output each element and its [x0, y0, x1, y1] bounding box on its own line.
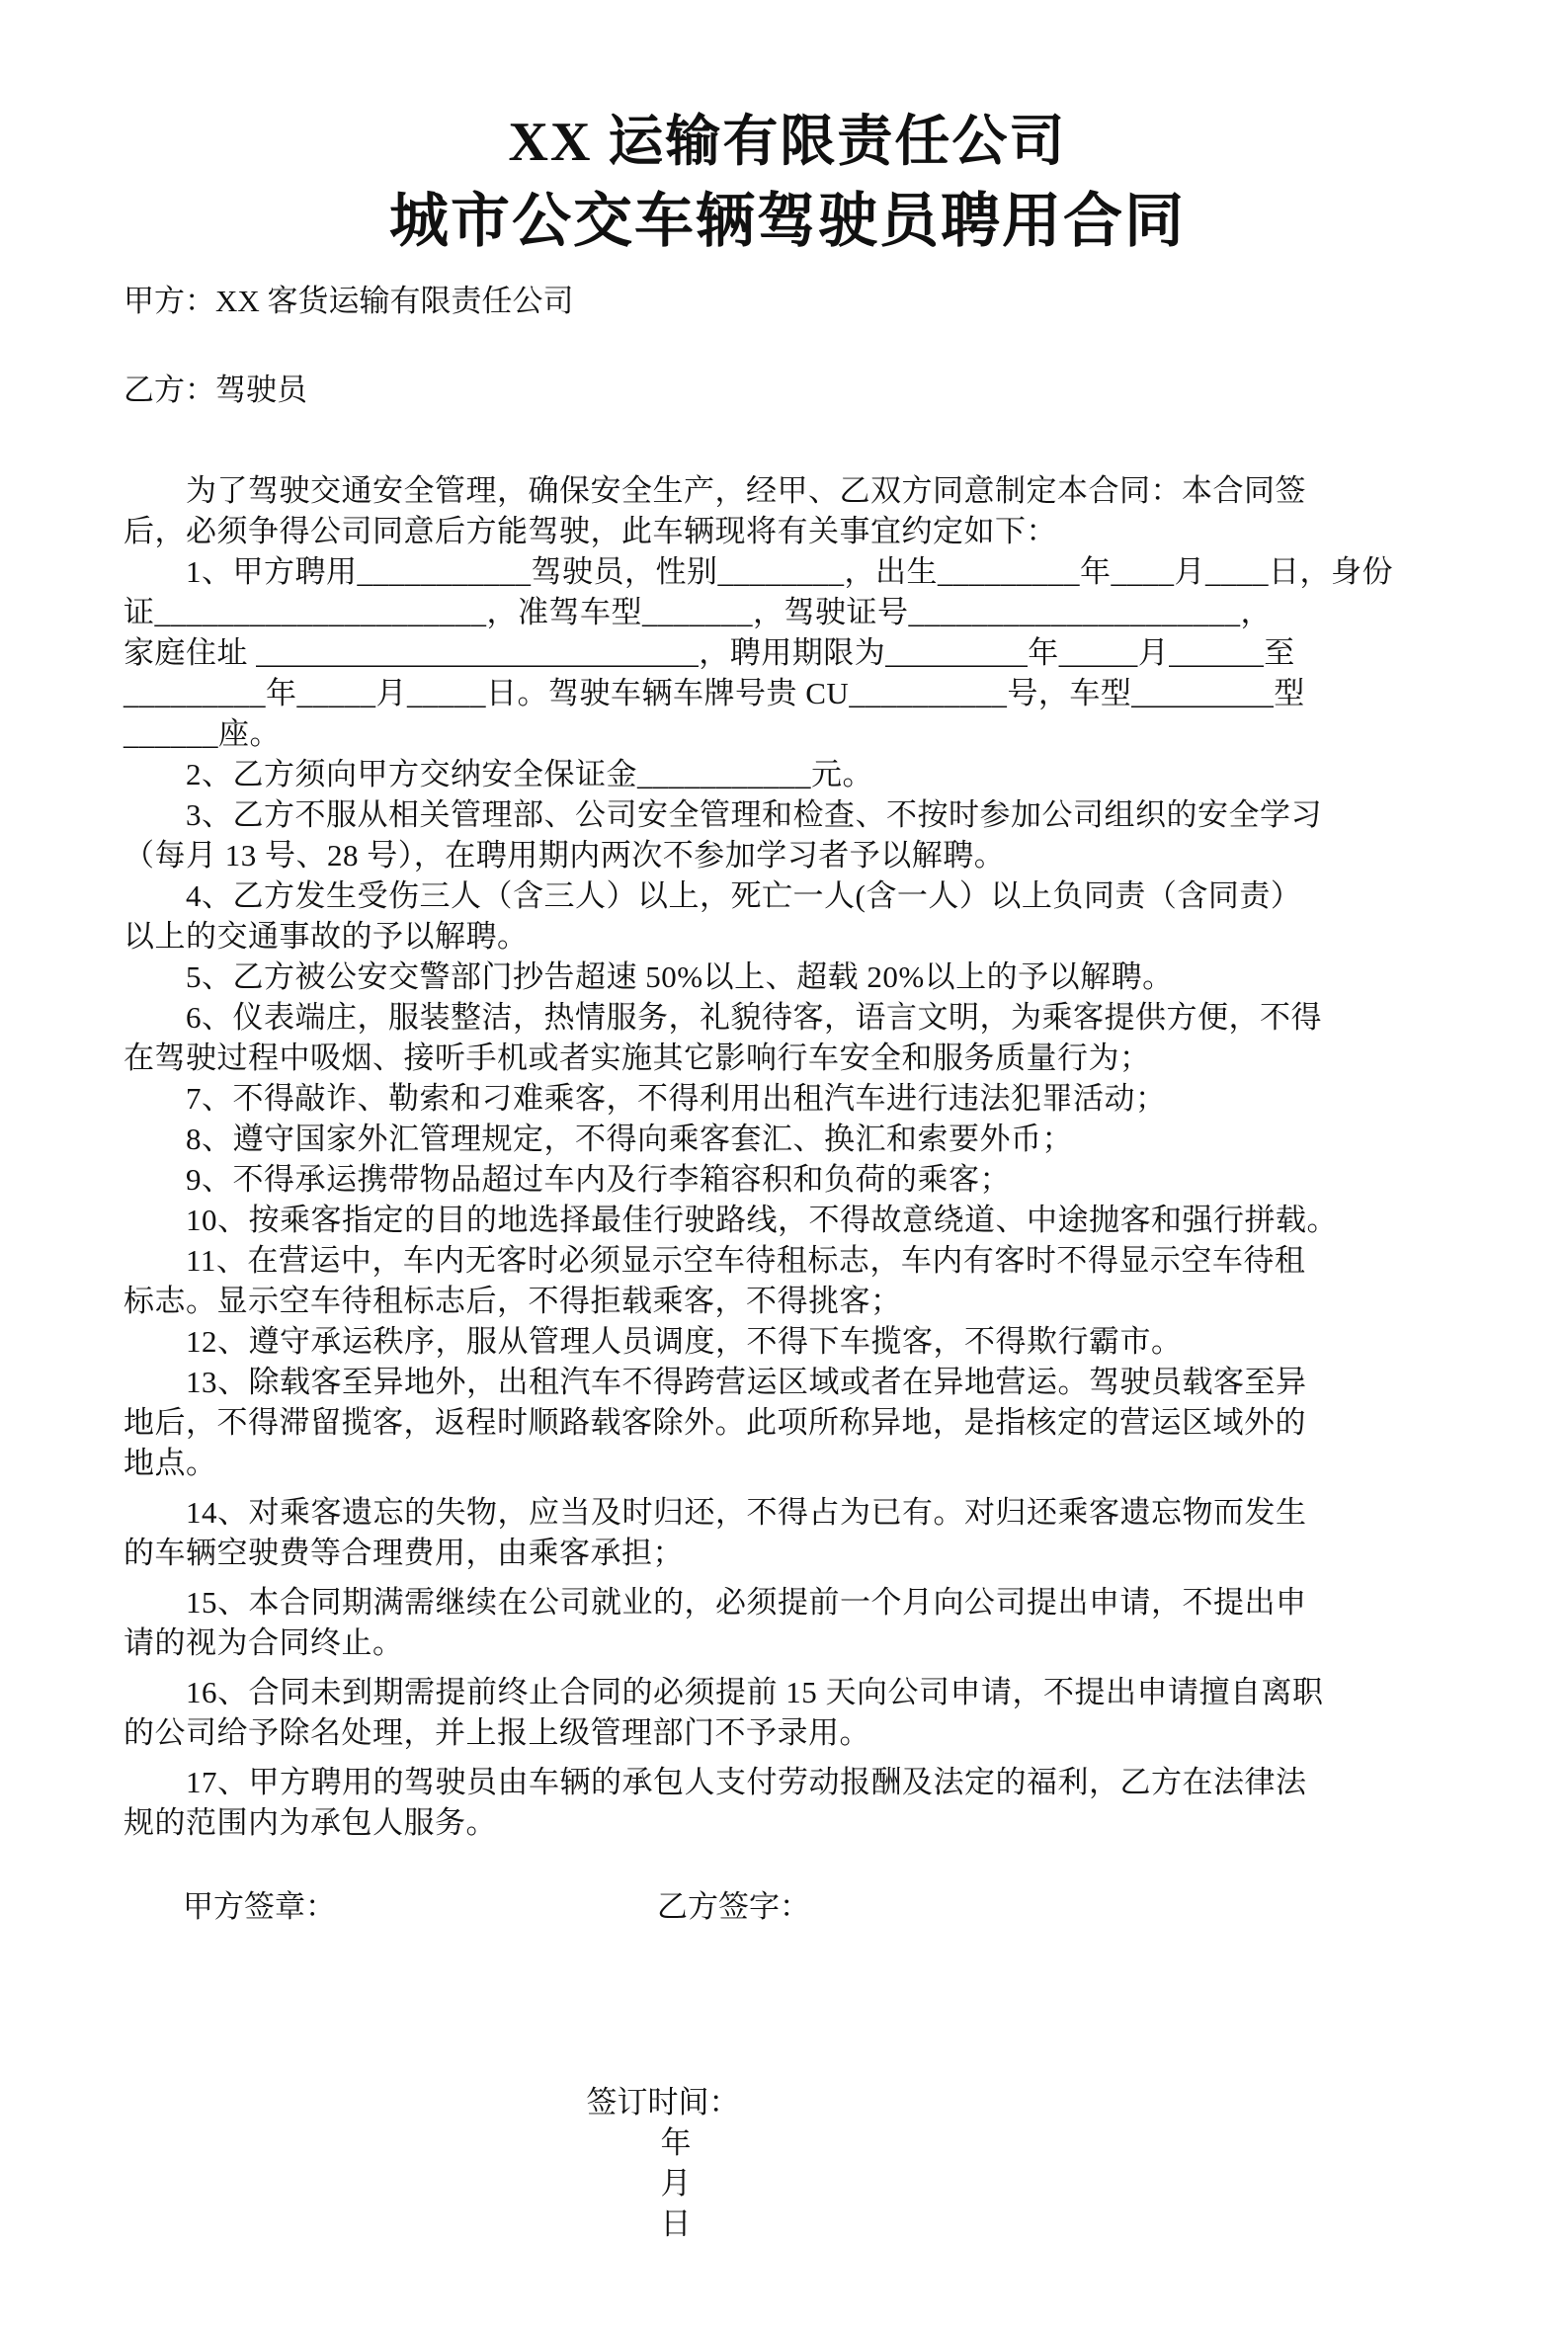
contract-line: 14、对乘客遗忘的失物，应当及时归还，不得占为已有。对归还乘客遗忘物而发生 [124, 1495, 1307, 1530]
contract-line: 地后，不得滞留揽客，返程时顺路载客除外。此项所称异地，是指核定的营运区域外的 [124, 1405, 1306, 1440]
contract-line: 2、乙方须向甲方交纳安全保证金___________元。 [124, 757, 873, 791]
contract-line: 的车辆空驶费等合理费用，由乘客承担； [124, 1536, 684, 1570]
contract-line: 6、仪表端庄，服装整洁，热情服务，礼貌待客，语言文明，为乘客提供方便，不得 [124, 1000, 1322, 1035]
party-b-signature-label: 乙方签字： [657, 1889, 810, 1924]
contract-line: 7、不得敲诈、勒索和刁难乘客，不得利用出租汽车进行违法犯罪活动； [124, 1081, 1167, 1116]
signing-date-inner [540, 2041, 740, 2285]
party-a-signature-label: 甲方签章： [183, 1889, 336, 1924]
contract-line: 17、甲方聘用的驾驶员由车辆的承包人支付劳动报酬及法定的福利，乙方在法律法 [124, 1765, 1307, 1799]
signing-date-day-label: 日 [660, 2206, 692, 2241]
doc-title-line2: 城市公交车辆驾驶员聘用合同 [389, 189, 1186, 254]
contract-line: 在驾驶过程中吸烟、接听手机或者实施其它影响行车安全和服务质量行为； [124, 1040, 1151, 1075]
contract-body [124, 470, 1451, 1843]
contract-line: 11、在营运中，车内无客时必须显示空车待租标志，车内有客时不得显示空车待租 [124, 1243, 1306, 1278]
contract-line: 后，必须争得公司同意后方能驾驶，此车辆现将有关事宜约定如下： [124, 514, 1057, 548]
signing-date-year-label: 年 [660, 2125, 692, 2160]
signing-date-month-label: 月 [660, 2166, 692, 2201]
contract-line: ______座。 [124, 716, 281, 751]
party-a-line: 甲方：XX 客货运输有限责任公司 [124, 284, 574, 318]
doc-title-line1: XX 运输有限责任公司 [508, 112, 1067, 173]
contract-line: 12、遵守承运秩序，服从管理人员调度，不得下车揽客，不得欺行霸市。 [124, 1324, 1183, 1359]
contract-line: 5、乙方被公安交警部门抄告超速 50%以上、超载 20%以上的予以解聘。 [124, 959, 1174, 994]
contract-line: 16、合同未到期需提前终止合同的必须提前 15 天向公司申请，不提出申请擅自离职 [124, 1675, 1324, 1709]
signing-date-label: 签订时间： [586, 2085, 740, 2120]
contract-line: （每月 13 号、28 号），在聘用期内两次不参加学习者予以解聘。 [124, 838, 1006, 873]
contract-page [0, 111, 1568, 2329]
contract-line: 4、乙方发生受伤三人（含三人）以上，死亡一人(含一人）以上负同责（含同责） [124, 878, 1302, 913]
contract-line: 以上的交通事故的予以解聘。 [124, 919, 529, 954]
contract-line: 标志。显示空车待租标志后，不得拒载乘客，不得挑客； [124, 1284, 902, 1318]
contract-line: 规的范围内为承包人服务。 [124, 1805, 497, 1840]
contract-line: 地点。 [124, 1446, 217, 1480]
contract-line: 证_____________________，准驾车型_______，驾驶证号_____________________， [124, 595, 1272, 629]
contract-line: 10、按乘客指定的目的地选择最佳行驶路线，不得故意绕道、中途抛客和强行拼载。 [124, 1203, 1338, 1237]
contract-line: _________年_____月_____日。驾驶车辆车牌号贵 CU__________号，车型_________型 [124, 676, 1305, 710]
contract-line: 为了驾驶交通安全管理，确保安全生产，经甲、乙双方同意制定本合同：本合同签 [124, 473, 1306, 508]
contract-line: 13、除载客至异地外，出租汽车不得跨营运区域或者在异地营运。驾驶员载客至异 [124, 1365, 1307, 1399]
signature-row [124, 1886, 1451, 1927]
contract-line: 1、甲方聘用___________驾驶员，性别________，出生_________年____月____日，身份 [124, 554, 1393, 589]
contract-line: 的公司给予除名处理，并上报上级管理部门不予录用。 [124, 1715, 870, 1750]
contract-line: 3、乙方不服从相关管理部、公司安全管理和检查、不按时参加公司组织的安全学习 [124, 797, 1322, 832]
contract-line: 9、不得承运携带物品超过车内及行李箱容积和负荷的乘客； [124, 1162, 1011, 1197]
contract-line: 请的视为合同终止。 [124, 1625, 404, 1660]
signing-date-row [124, 2041, 1451, 2241]
contract-line: 15、本合同期满需继续在公司就业的，必须提前一个月向公司提出申请，不提出申 [124, 1585, 1307, 1620]
contract-line: 家庭住址 ____________________________，聘用期限为_________年_____月______至 [124, 635, 1295, 670]
contract-line: 8、遵守国家外汇管理规定，不得向乘客套汇、换汇和索要外币； [124, 1122, 1073, 1156]
party-b-line: 乙方：驾驶员 [124, 373, 307, 407]
